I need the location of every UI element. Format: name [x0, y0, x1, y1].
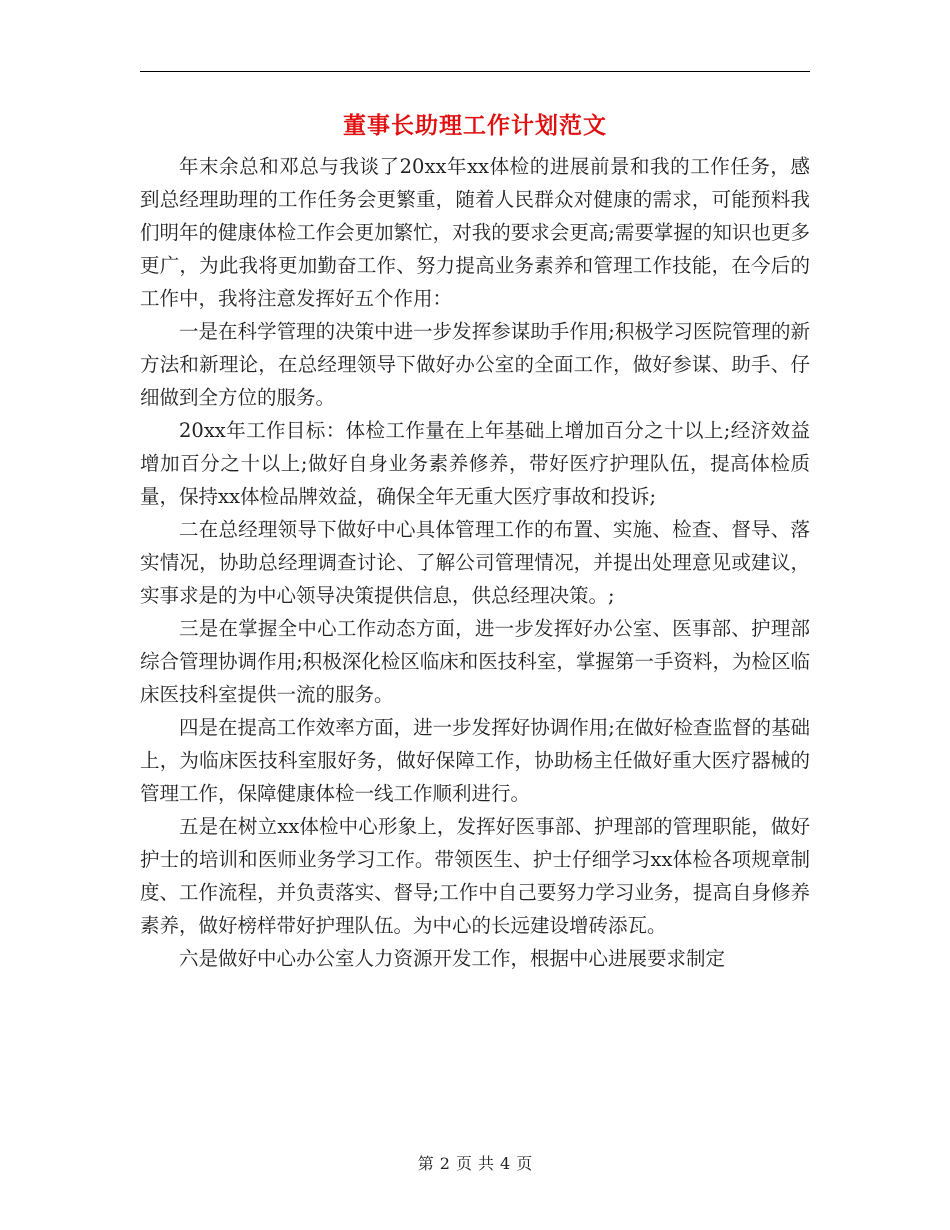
paragraph: 20xx年工作目标：体检工作量在上年基础上增加百分之十以上;经济效益增加百分之十以上;做好自身业务素养修养，带好医疗护理队伍，提高体检质量，保持xx体检品牌效益，确保全年无重大医疗事故和投诉; — [140, 419, 810, 508]
footer-total-suffix: 页 — [516, 1154, 533, 1173]
document-title: 董事长助理工作计划范文 — [343, 112, 607, 139]
paragraph: 四是在提高工作效率方面，进一步发挥好协调作用;在做好检查监督的基础上，为临床医技科室服好务，做好保障工作，协助杨主任做好重大医疗器械的管理工作，保障健康体检一线工作顺利进行。 — [140, 716, 810, 805]
page-number: 2 — [439, 1154, 450, 1173]
paragraph: 年末余总和邓总与我谈了20xx年xx体检的进展前景和我的工作任务，感到总经理助理的工作任务会更繁重，随着人民群众对健康的需求，可能预料我们明年的健康体检工作会更加繁忙，对我的要求会更高;需要掌握的知识也更多更广，为此我将更加勤奋工作、努力提高业务素养和管理工作技能，在今后的工作中，我将注意发挥好五个作用： — [140, 155, 810, 310]
paragraph: 一是在科学管理的决策中进一步发挥参谋助手作用;积极学习医院管理的新方法和新理论，在总经理领导下做好办公室的全面工作，做好参谋、助手、仔细做到全方位的服务。 — [140, 320, 810, 409]
paragraph: 三是在掌握全中心工作动态方面，进一步发挥好办公室、医事部、护理部综合管理协调作用;积极深化检区临床和医技科室，掌握第一手资料，为检区临床医技科室提供一流的服务。 — [140, 617, 810, 706]
document-body — [140, 150, 810, 975]
footer-total-prefix: 共 — [478, 1154, 495, 1173]
paragraph: 五是在树立xx体检中心形象上，发挥好医事部、护理部的管理职能，做好护士的培训和医师业务学习工作。带领医生、护士仔细学习xx体检各项规章制度、工作流程，并负责落实、督导;工作中自己要努力学习业务，提高自身修养素养，做好榜样带好护理队伍。为中心的长远建设增砖添瓦。 — [140, 815, 810, 937]
paragraph: 六是做好中心办公室人力资源开发工作，根据中心进展要求制定 — [179, 947, 726, 970]
footer-prefix: 第 — [417, 1154, 434, 1173]
footer-page-suffix: 页 — [455, 1154, 472, 1173]
paragraph: 二在总经理领导下做好中心具体管理工作的布置、实施、检查、督导、落实情况，协助总经理调查讨论、了解公司管理情况，并提出处理意见或建议，实事求是的为中心领导决策提供信息，供总经理决策。; — [140, 518, 810, 607]
page-total: 4 — [500, 1154, 511, 1173]
page-footer — [140, 1152, 810, 1176]
header-rule — [140, 71, 810, 72]
